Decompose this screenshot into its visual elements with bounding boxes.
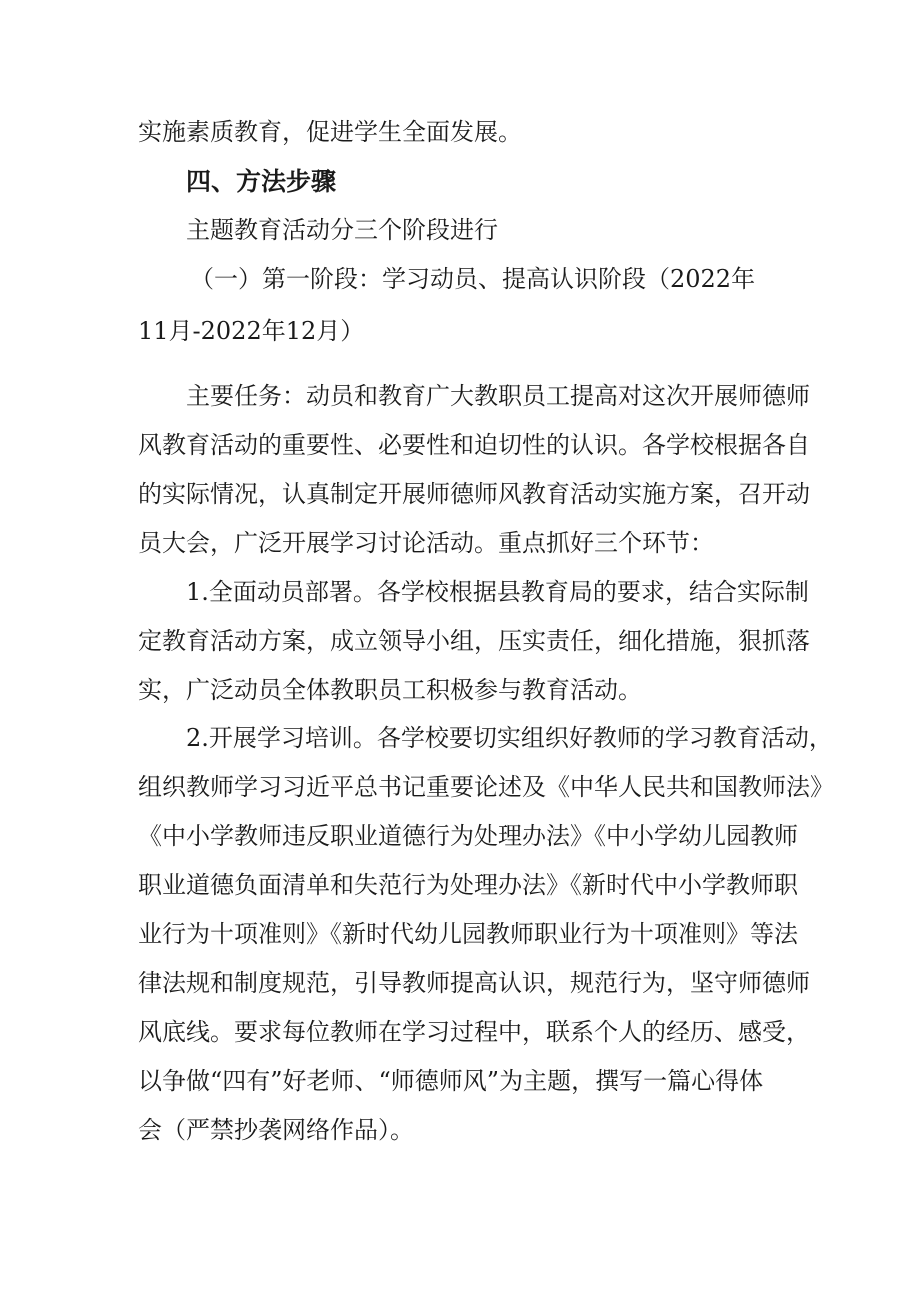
list-item-line: 1.全面动员部署。各学校根据县教育局的要求，结合实际制 bbox=[186, 578, 809, 606]
list-item-line: 律法规和制度规范，引导教师提高认识，规范行为，坚守师德师 bbox=[138, 969, 810, 997]
list-item-line: 会（严禁抄袭网络作品）。 bbox=[138, 1116, 414, 1144]
list-item-line: 风底线。要求每位教师在学习过程中，联系个人的经历、感受， bbox=[138, 1018, 810, 1046]
paragraph-line: 主要任务：动员和教育广大教职员工提高对这次开展师德师 bbox=[186, 382, 810, 410]
list-item-line: 以争做“四有”好老师、“师德师风”为主题，撰写一篇心得体 bbox=[138, 1067, 764, 1095]
paragraph-line: 的实际情况，认真制定开展师德师风教育活动实施方案，召开动 bbox=[138, 480, 810, 508]
paragraph-line-summary: 实施素质教育，促进学生全面发展。 bbox=[138, 118, 522, 146]
paragraph-line: 风教育活动的重要性、必要性和迫切性的认识。各学校根据各自 bbox=[138, 431, 810, 459]
list-item-line: 业行为十项准则》《新时代幼儿园教师职业行为十项准则》等法 bbox=[138, 920, 798, 948]
subheading-line-1: （一）第一阶段：学习动员、提高认识阶段（2022年 bbox=[190, 265, 756, 293]
paragraph-line-intro: 主题教育活动分三个阶段进行 bbox=[186, 216, 498, 244]
subheading-line-2: 11月-2022年12月） bbox=[138, 317, 365, 345]
paragraph-line: 员大会，广泛开展学习讨论活动。重点抓好三个环节： bbox=[138, 529, 714, 557]
list-item-line: 2.开展学习培训。各学校要切实组织好教师的学习教育活动， bbox=[186, 724, 833, 752]
list-item-line: 定教育活动方案，成立领导小组，压实责任，细化措施，狠抓落 bbox=[138, 627, 810, 655]
list-item-line: 职业道德负面清单和失范行为处理办法》《新时代中小学教师职 bbox=[138, 871, 798, 899]
section-heading: 四、方法步骤 bbox=[186, 167, 337, 196]
list-item-line: 《中小学教师违反职业道德行为处理办法》《中小学幼儿园教师 bbox=[138, 822, 798, 850]
list-item-line: 组织教师学习习近平总书记重要论述及《中华人民共和国教师法》 bbox=[138, 773, 834, 801]
list-item-line: 实，广泛动员全体教职员工积极参与教育活动。 bbox=[138, 676, 642, 704]
